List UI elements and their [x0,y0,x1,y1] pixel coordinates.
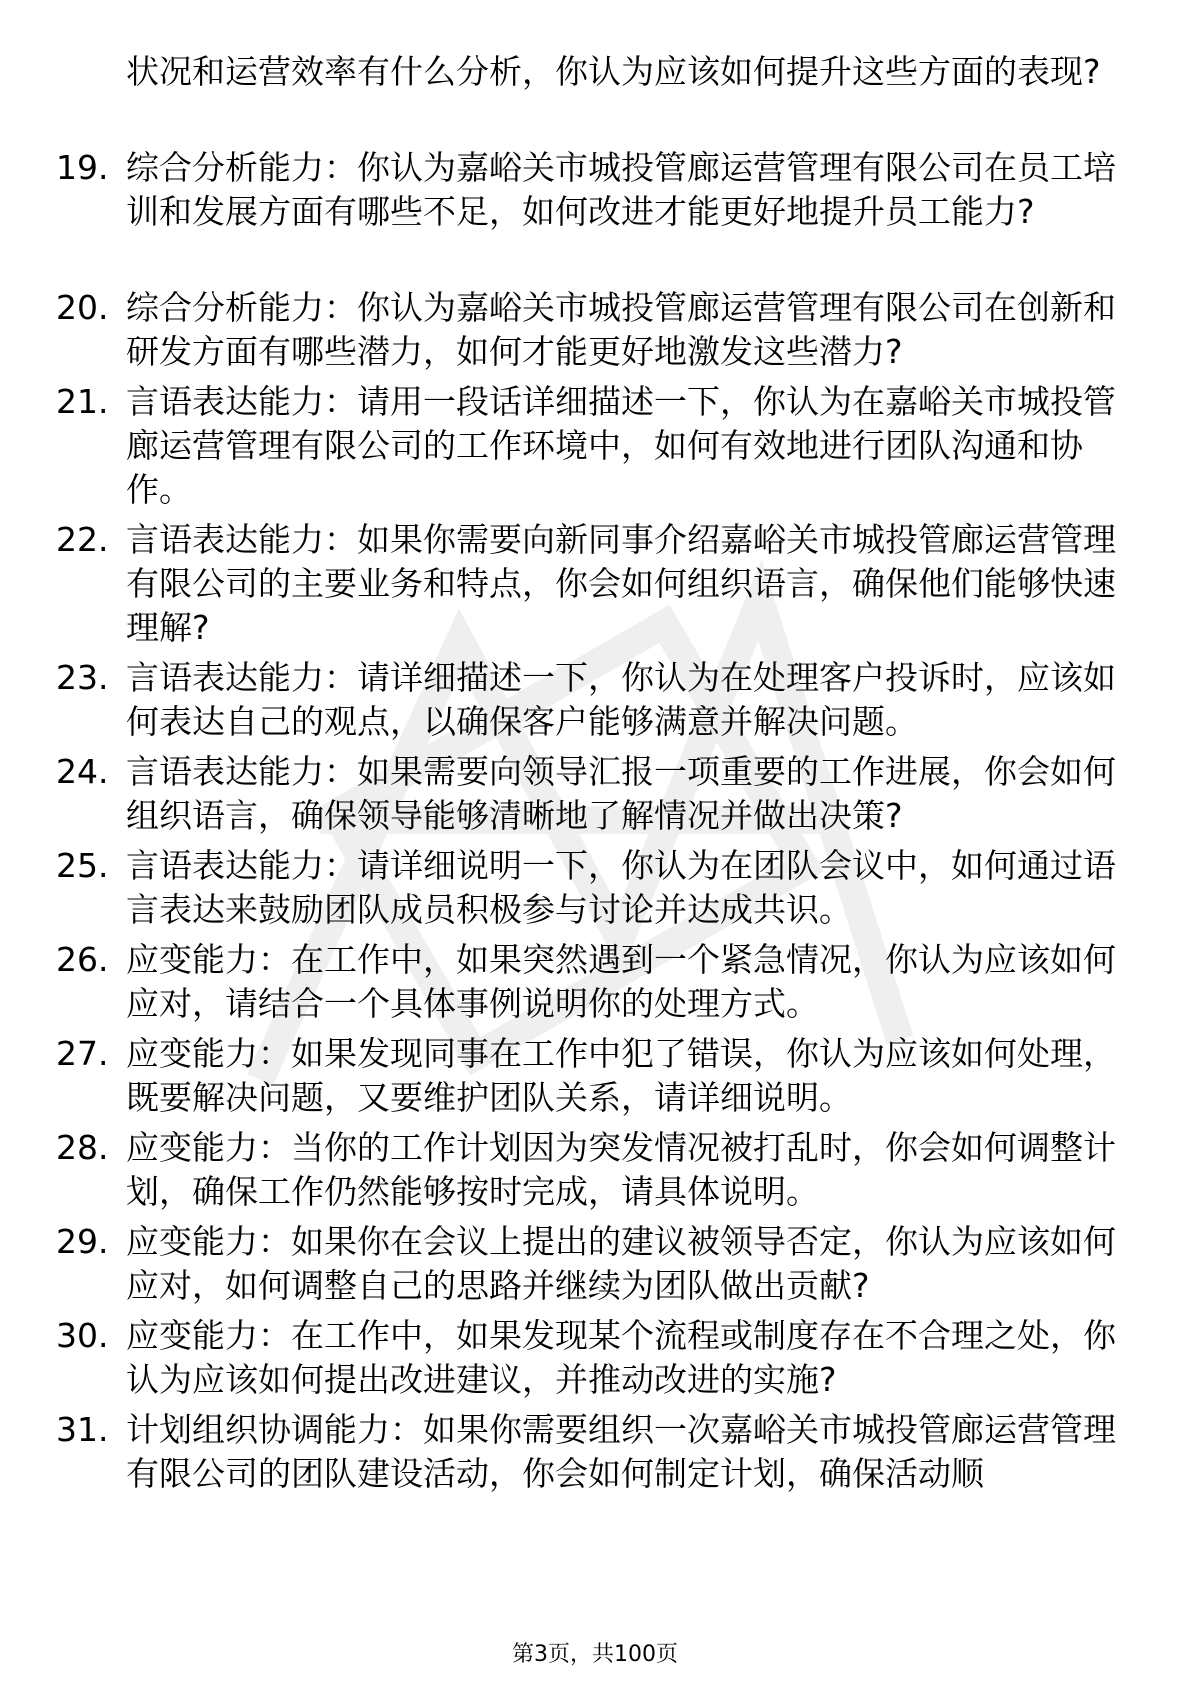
item-text: 计划组织协调能力：如果你需要组织一次嘉峪关市城投管廊运营管理有限公司的团队建设活动，你会如何制定计划，确保活动顺 [126,1410,1116,1493]
item-number: 31. [56,1410,109,1449]
item-number: 29. [56,1222,109,1261]
item-number: 26. [56,940,109,979]
item-text: 应变能力：如果发现同事在工作中犯了错误，你认为应该如何处理，既要解决问题，又要维护团队关系，请详细说明。 [126,1034,1116,1117]
item-number: 23. [56,658,109,697]
item-text: 言语表达能力：请详细描述一下，你认为在处理客户投诉时，应该如何表达自己的观点，以确保客户能够满意并解决问题。 [126,658,1116,741]
item-text: 言语表达能力：请详细说明一下，你认为在团队会议中，如何通过语言表达来鼓励团队成员积极参与讨论并达成共识。 [126,846,1116,929]
item-text: 言语表达能力：如果你需要向新同事介绍嘉峪关市城投管廊运营管理有限公司的主要业务和特点，你会如何组织语言，确保他们能够快速理解? [126,520,1116,647]
item-number: 20. [56,288,109,327]
item-text: 应变能力：在工作中，如果突然遇到一个紧急情况，你认为应该如何应对，请结合一个具体事例说明你的处理方式。 [126,940,1116,1023]
item-number: 30. [56,1316,109,1355]
page-number: 第3页，共100页 [512,1642,678,1667]
item-number: 21. [56,382,109,421]
item-text: 言语表达能力：如果需要向领导汇报一项重要的工作进展，你会如何组织语言，确保领导能够清晰地了解情况并做出决策? [126,752,1116,835]
item-text: 综合分析能力：你认为嘉峪关市城投管廊运营管理有限公司在创新和研发方面有哪些潜力，如何才能更好地激发这些潜力? [126,288,1116,371]
item-text: 应变能力：在工作中，如果发现某个流程或制度存在不合理之处，你认为应该如何提出改进建议，并推动改进的实施? [126,1316,1116,1399]
item-number: 25. [56,846,109,885]
item-number: 24. [56,752,109,791]
item-text: 言语表达能力：请用一段话详细描述一下，你认为在嘉峪关市城投管廊运营管理有限公司的工作环境中，如何有效地进行团队沟通和协作。 [126,382,1116,509]
item-number: 27. [56,1034,109,1073]
item-number: 28. [56,1128,109,1167]
item-text: 应变能力：如果你在会议上提出的建议被领导否定，你认为应该如何应对，如何调整自己的思路并继续为团队做出贡献? [126,1222,1116,1305]
continuation-text: 状况和运营效率有什么分析，你认为应该如何提升这些方面的表现? [126,52,1101,91]
item-number: 22. [56,520,109,559]
item-text: 应变能力：当你的工作计划因为突发情况被打乱时，你会如何调整计划，确保工作仍然能够按时完成，请具体说明。 [126,1128,1116,1211]
item-text: 综合分析能力：你认为嘉峪关市城投管廊运营管理有限公司在员工培训和发展方面有哪些不足，如何改进才能更好地提升员工能力? [126,148,1116,231]
item-number: 19. [56,148,109,187]
